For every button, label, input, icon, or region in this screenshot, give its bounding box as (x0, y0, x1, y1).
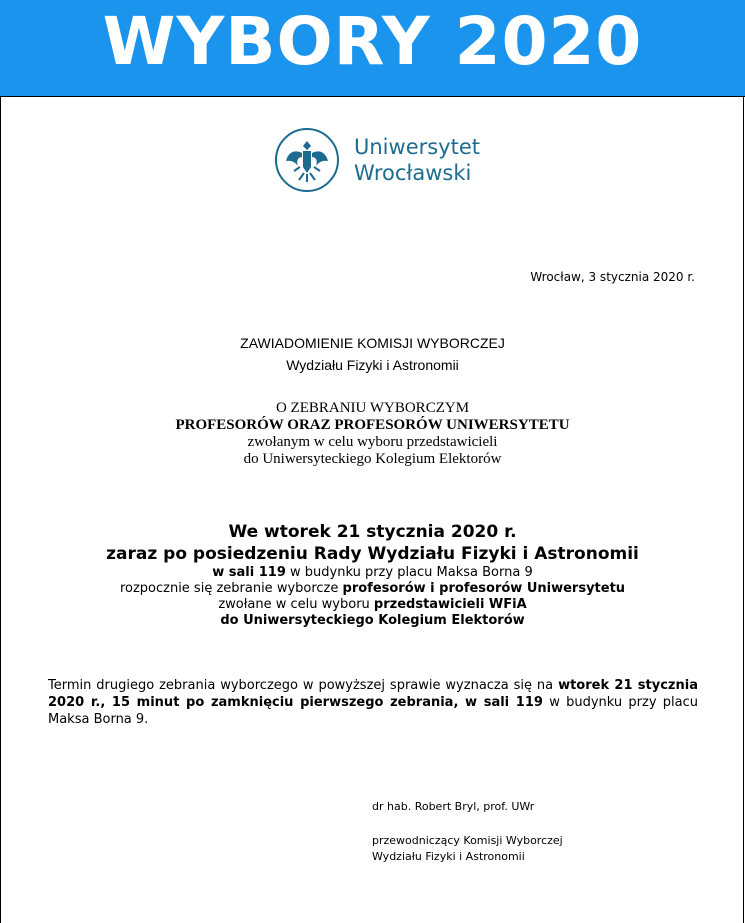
second-meeting-text-bold: wtorek 21 stycznia 2020 r., 15 minut po zamknięciu pierwszego zebrania, w sali 119 (48, 678, 698, 710)
signature-role1: przewodniczący Komisji Wyborczej (372, 834, 563, 847)
notice-header-line2: Wydziału Fizyki i Astronomii (286, 357, 459, 373)
announcement-timing: zaraz po posiedzeniu Rady Wydziału Fizyki i Astronomii (106, 544, 639, 564)
eagle-emblem-icon (274, 127, 340, 193)
announcement-room (0, 565, 745, 581)
notice-subject (0, 400, 745, 468)
announcement-college: do Uniwersyteckiego Kolegium Elektorów (220, 613, 525, 628)
logo-text-line2: Wrocławski (354, 161, 472, 185)
announcement-purpose (0, 597, 745, 613)
signature-name: dr hab. Robert Bryl, prof. UWr (372, 800, 535, 813)
subject-line1: O ZEBRANIU WYBORCZYM (275, 400, 470, 416)
document-date: Wrocław, 3 stycznia 2020 r. (530, 270, 695, 284)
subject-line4: do Uniwersyteckiego Kolegium Elektorów (243, 451, 502, 467)
second-meeting-text-c: w budynku przy placu Maksa Borna 9. (48, 695, 698, 727)
university-logo (274, 127, 504, 193)
logo-text-line1: Uniwersytet (354, 135, 480, 159)
signature-role2: Wydziału Fizyki i Astronomii (372, 850, 525, 863)
start-prefix: rozpocznie się zebranie wyborcze (119, 581, 343, 596)
announcement-date: We wtorek 21 stycznia 2020 r. (228, 522, 517, 542)
banner-title: WYBORY 2020 (102, 3, 643, 80)
purpose-bold: przedstawicieli WFiA (373, 597, 527, 612)
announcement-start (0, 581, 745, 597)
announcement (0, 521, 745, 629)
room-bold: w sali 119 (212, 565, 286, 580)
notice-header-line1: ZAWIADOMIENIE KOMISJI WYBORCZEJ (240, 335, 505, 351)
notice-header (0, 334, 745, 374)
subject-line3: zwołanym w celu wyboru przedstawicieli (247, 434, 498, 450)
room-rest: w budynku przy placu Maksa Borna 9 (285, 565, 533, 580)
second-meeting-paragraph (48, 677, 698, 728)
purpose-prefix: zwołane w celu wyboru (218, 597, 374, 612)
banner (0, 0, 745, 97)
second-meeting-text-a: Termin drugiego zebrania wyborczego w powyższej sprawie wyznacza się na (48, 678, 559, 693)
start-bold: profesorów i profesorów Uniwersytetu (342, 581, 626, 596)
subject-line2: PROFESORÓW ORAZ PROFESORÓW UNIWERSYTETU (175, 417, 570, 433)
